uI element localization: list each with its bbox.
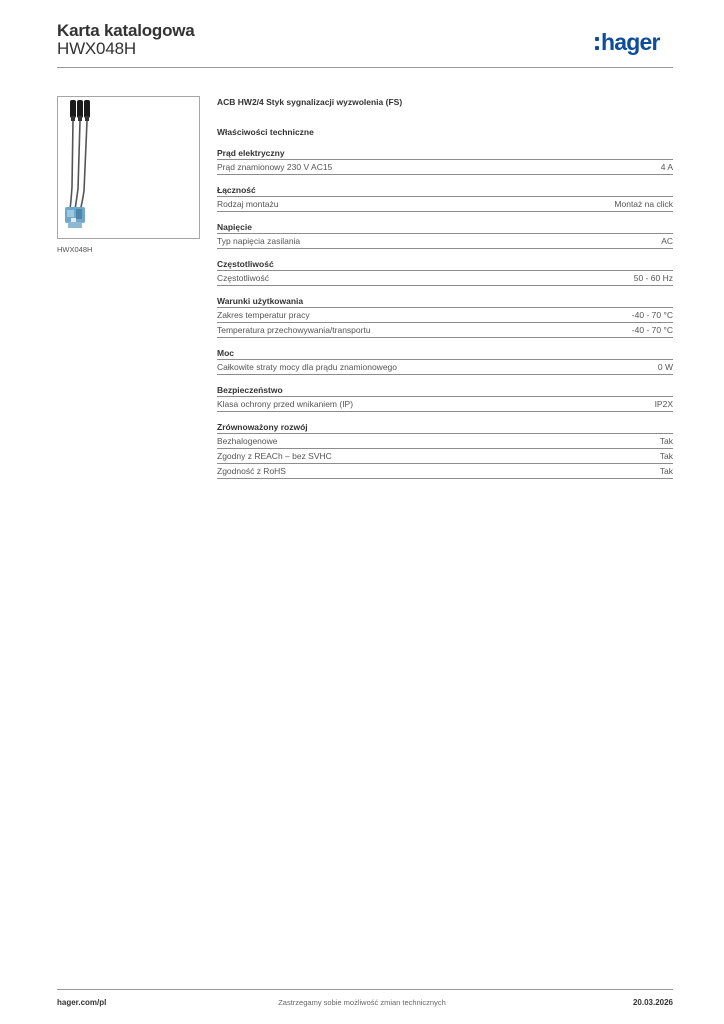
- spec-value: IP2X: [654, 399, 673, 409]
- spec-label: Typ napięcia zasilania: [217, 236, 301, 246]
- image-caption: HWX048H: [57, 245, 93, 254]
- spec-group-safety: [217, 384, 673, 412]
- spec-value: Tak: [659, 466, 673, 476]
- spec-label: Temperatura przechowywania/transportu: [217, 325, 371, 335]
- section-title: Właściwości techniczne: [217, 127, 314, 137]
- spec-row: [217, 160, 673, 175]
- spec-value: 4 A: [660, 162, 673, 172]
- footer-website-link[interactable]: hager.com/pl: [57, 998, 107, 1007]
- spec-group-operating-conditions: [217, 295, 673, 338]
- group-title: Moc: [217, 347, 673, 360]
- logo-text: hager: [601, 28, 660, 55]
- spec-group-current: [217, 147, 673, 175]
- spec-row: [217, 323, 673, 338]
- group-title: Łączność: [217, 184, 673, 197]
- spec-group-sustainability: [217, 421, 673, 479]
- group-title: Prąd elektryczny: [217, 147, 673, 160]
- group-title: Bezpieczeństwo: [217, 384, 673, 397]
- group-title: Częstotliwość: [217, 258, 673, 271]
- spec-row: [217, 197, 673, 212]
- spec-value: Tak: [659, 436, 673, 446]
- spec-label: Prąd znamionowy 230 V AC15: [217, 162, 333, 172]
- spec-value: -40 - 70 °C: [631, 325, 673, 335]
- footer-date: 20.03.2026: [632, 998, 673, 1007]
- spec-label: Bezhalogenowe: [217, 436, 278, 446]
- spec-label: Klasa ochrony przed wnikaniem (IP): [217, 399, 354, 409]
- hager-logo: [595, 28, 660, 56]
- signal-contact-wires-icon: [58, 97, 199, 238]
- spec-row: [217, 308, 673, 323]
- spec-value: Montaż na click: [614, 199, 673, 209]
- header-divider: [57, 67, 673, 68]
- spec-row: [217, 434, 673, 449]
- footer-disclaimer: Zastrzegamy sobie możliwość zmian technicznych: [278, 998, 446, 1007]
- footer-divider: [57, 989, 673, 990]
- spec-label: Zakres temperatur pracy: [217, 310, 310, 320]
- group-title: Zrównoważony rozwój: [217, 421, 673, 434]
- page-title: Karta katalogowa: [57, 21, 195, 40]
- spec-label: Całkowite straty mocy dla prądu znamionowego: [217, 362, 398, 372]
- group-title: Napięcie: [217, 221, 673, 234]
- spec-group-power: [217, 347, 673, 375]
- spec-row: [217, 360, 673, 375]
- product-name: ACB HW2/4 Styk sygnalizacji wyzwolenia (FS): [217, 97, 403, 107]
- spec-row: [217, 449, 673, 464]
- spec-value: Tak: [659, 451, 673, 461]
- logo-colon-icon: [595, 37, 599, 50]
- spec-group-voltage: [217, 221, 673, 249]
- group-title: Warunki użytkowania: [217, 295, 673, 308]
- spec-row: [217, 271, 673, 286]
- spec-row: [217, 464, 673, 479]
- spec-value: 50 - 60 Hz: [633, 273, 673, 283]
- spec-value: 0 W: [657, 362, 673, 372]
- spec-content: [217, 95, 673, 479]
- spec-label: Rodzaj montażu: [217, 199, 279, 209]
- spec-group-frequency: [217, 258, 673, 286]
- product-code: HWX048H: [57, 39, 136, 58]
- product-image: [57, 96, 200, 239]
- spec-row: [217, 397, 673, 412]
- spec-group-connectivity: [217, 184, 673, 212]
- spec-row: [217, 234, 673, 249]
- spec-label: Zgodny z REACh – bez SVHC: [217, 451, 332, 461]
- spec-value: -40 - 70 °C: [631, 310, 673, 320]
- spec-value: AC: [661, 236, 673, 246]
- spec-label: Zgodność z RoHS: [217, 466, 286, 476]
- spec-label: Częstotliwość: [217, 273, 269, 283]
